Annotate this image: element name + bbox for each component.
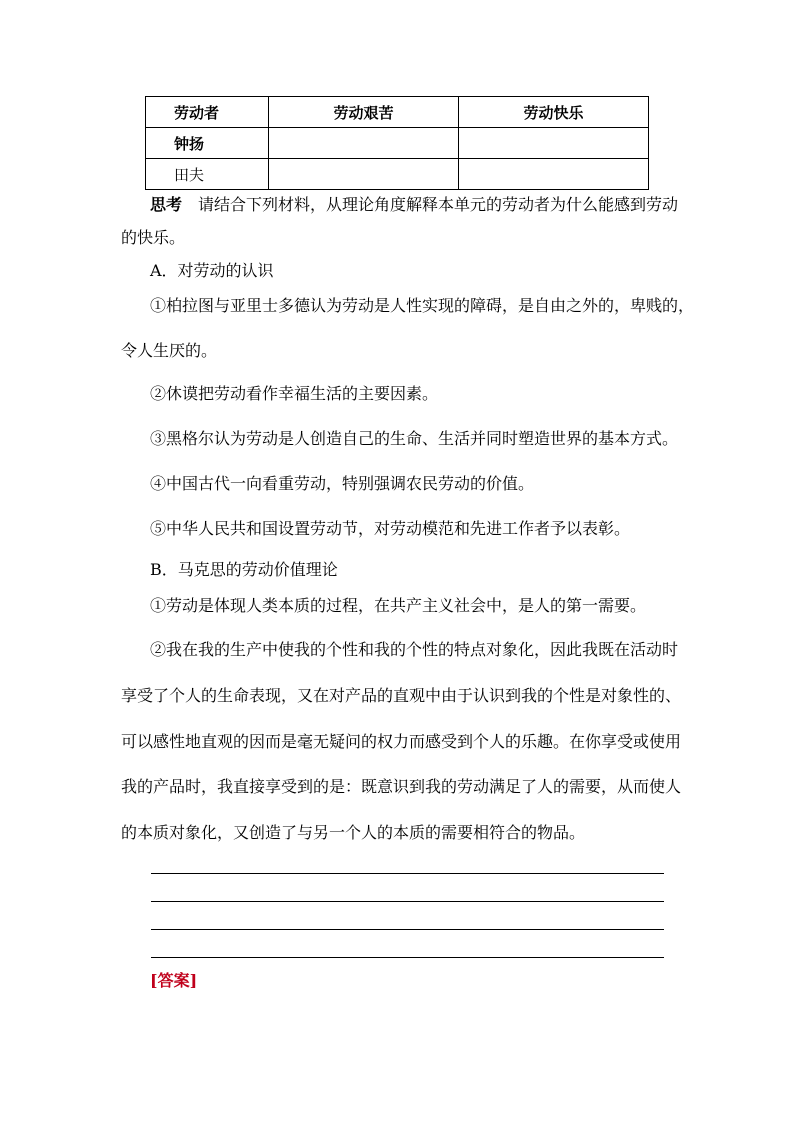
think-text-1: 请结合下列材料，从理论角度解释本单元的劳动者为什么能感到劳动 bbox=[198, 195, 679, 214]
section-b-title: B．马克思的劳动价值理论 bbox=[150, 560, 338, 579]
labor-table bbox=[145, 96, 649, 190]
section-a-p4: ④中国古代一向看重劳动，特别强调农民劳动的价值。 bbox=[150, 474, 535, 493]
answer-line-2[interactable] bbox=[151, 901, 664, 902]
row-name: 钟扬 bbox=[146, 128, 269, 159]
section-b-p2-line5: 的本质对象化，又创造了与另一个人的本质的需要相符合的物品。 bbox=[121, 823, 586, 842]
section-b-p1: ①劳动是体现人类本质的过程，在共产主义社会中，是人的第一需要。 bbox=[150, 596, 647, 615]
section-a-p5: ⑤中华人民共和国设置劳动节，对劳动模范和先进工作者予以表彰。 bbox=[150, 519, 631, 538]
think-prompt-line1 bbox=[150, 192, 710, 215]
think-label: 思考 bbox=[150, 195, 183, 214]
section-a-p1-line1: ①柏拉图与亚里士多德认为劳动是人性实现的障碍，是自由之外的，卑贱的， bbox=[150, 296, 695, 315]
section-b-p2-line3: 可以感性地直观的因而是毫无疑问的权力而感受到个人的乐趣。在你享受或使用 bbox=[121, 732, 682, 751]
section-a-p2: ②休谟把劳动看作幸福生活的主要因素。 bbox=[150, 384, 439, 403]
think-prompt-line2: 的快乐。 bbox=[121, 228, 186, 247]
row-happiness-cell[interactable] bbox=[459, 159, 649, 190]
answer-label: [答案] bbox=[150, 971, 198, 990]
answer-line-3[interactable] bbox=[151, 929, 664, 930]
row-name: 田夫 bbox=[146, 159, 269, 190]
section-b-p2-line1: ②我在我的生产中使我的个性和我的个性的特点对象化，因此我既在活动时 bbox=[150, 640, 679, 659]
section-a-title: A．对劳动的认识 bbox=[150, 261, 274, 280]
section-b-p2-line2: 享受了个人的生命表现，又在对产品的直观中由于认识到我的个性是对象性的、 bbox=[121, 686, 682, 705]
answer-line-1[interactable] bbox=[151, 873, 664, 874]
row-hardship-cell[interactable] bbox=[269, 128, 459, 159]
row-happiness-cell[interactable] bbox=[459, 128, 649, 159]
header-hardship: 劳动艰苦 bbox=[269, 97, 459, 128]
row-hardship-cell[interactable] bbox=[269, 159, 459, 190]
section-b-p2-line4: 我的产品时，我直接享受到的是：既意识到我的劳动满足了人的需要，从而使人 bbox=[121, 777, 682, 796]
table-row bbox=[146, 159, 649, 190]
answer-line-4[interactable] bbox=[151, 957, 664, 958]
header-happiness: 劳动快乐 bbox=[459, 97, 649, 128]
section-a-p3: ③黑格尔认为劳动是人创造自己的生命、生活并同时塑造世界的基本方式。 bbox=[150, 429, 679, 448]
table-header-row bbox=[146, 97, 649, 128]
header-worker: 劳动者 bbox=[146, 97, 269, 128]
section-a-p1-line2: 令人生厌的。 bbox=[121, 341, 218, 360]
table-row bbox=[146, 128, 649, 159]
